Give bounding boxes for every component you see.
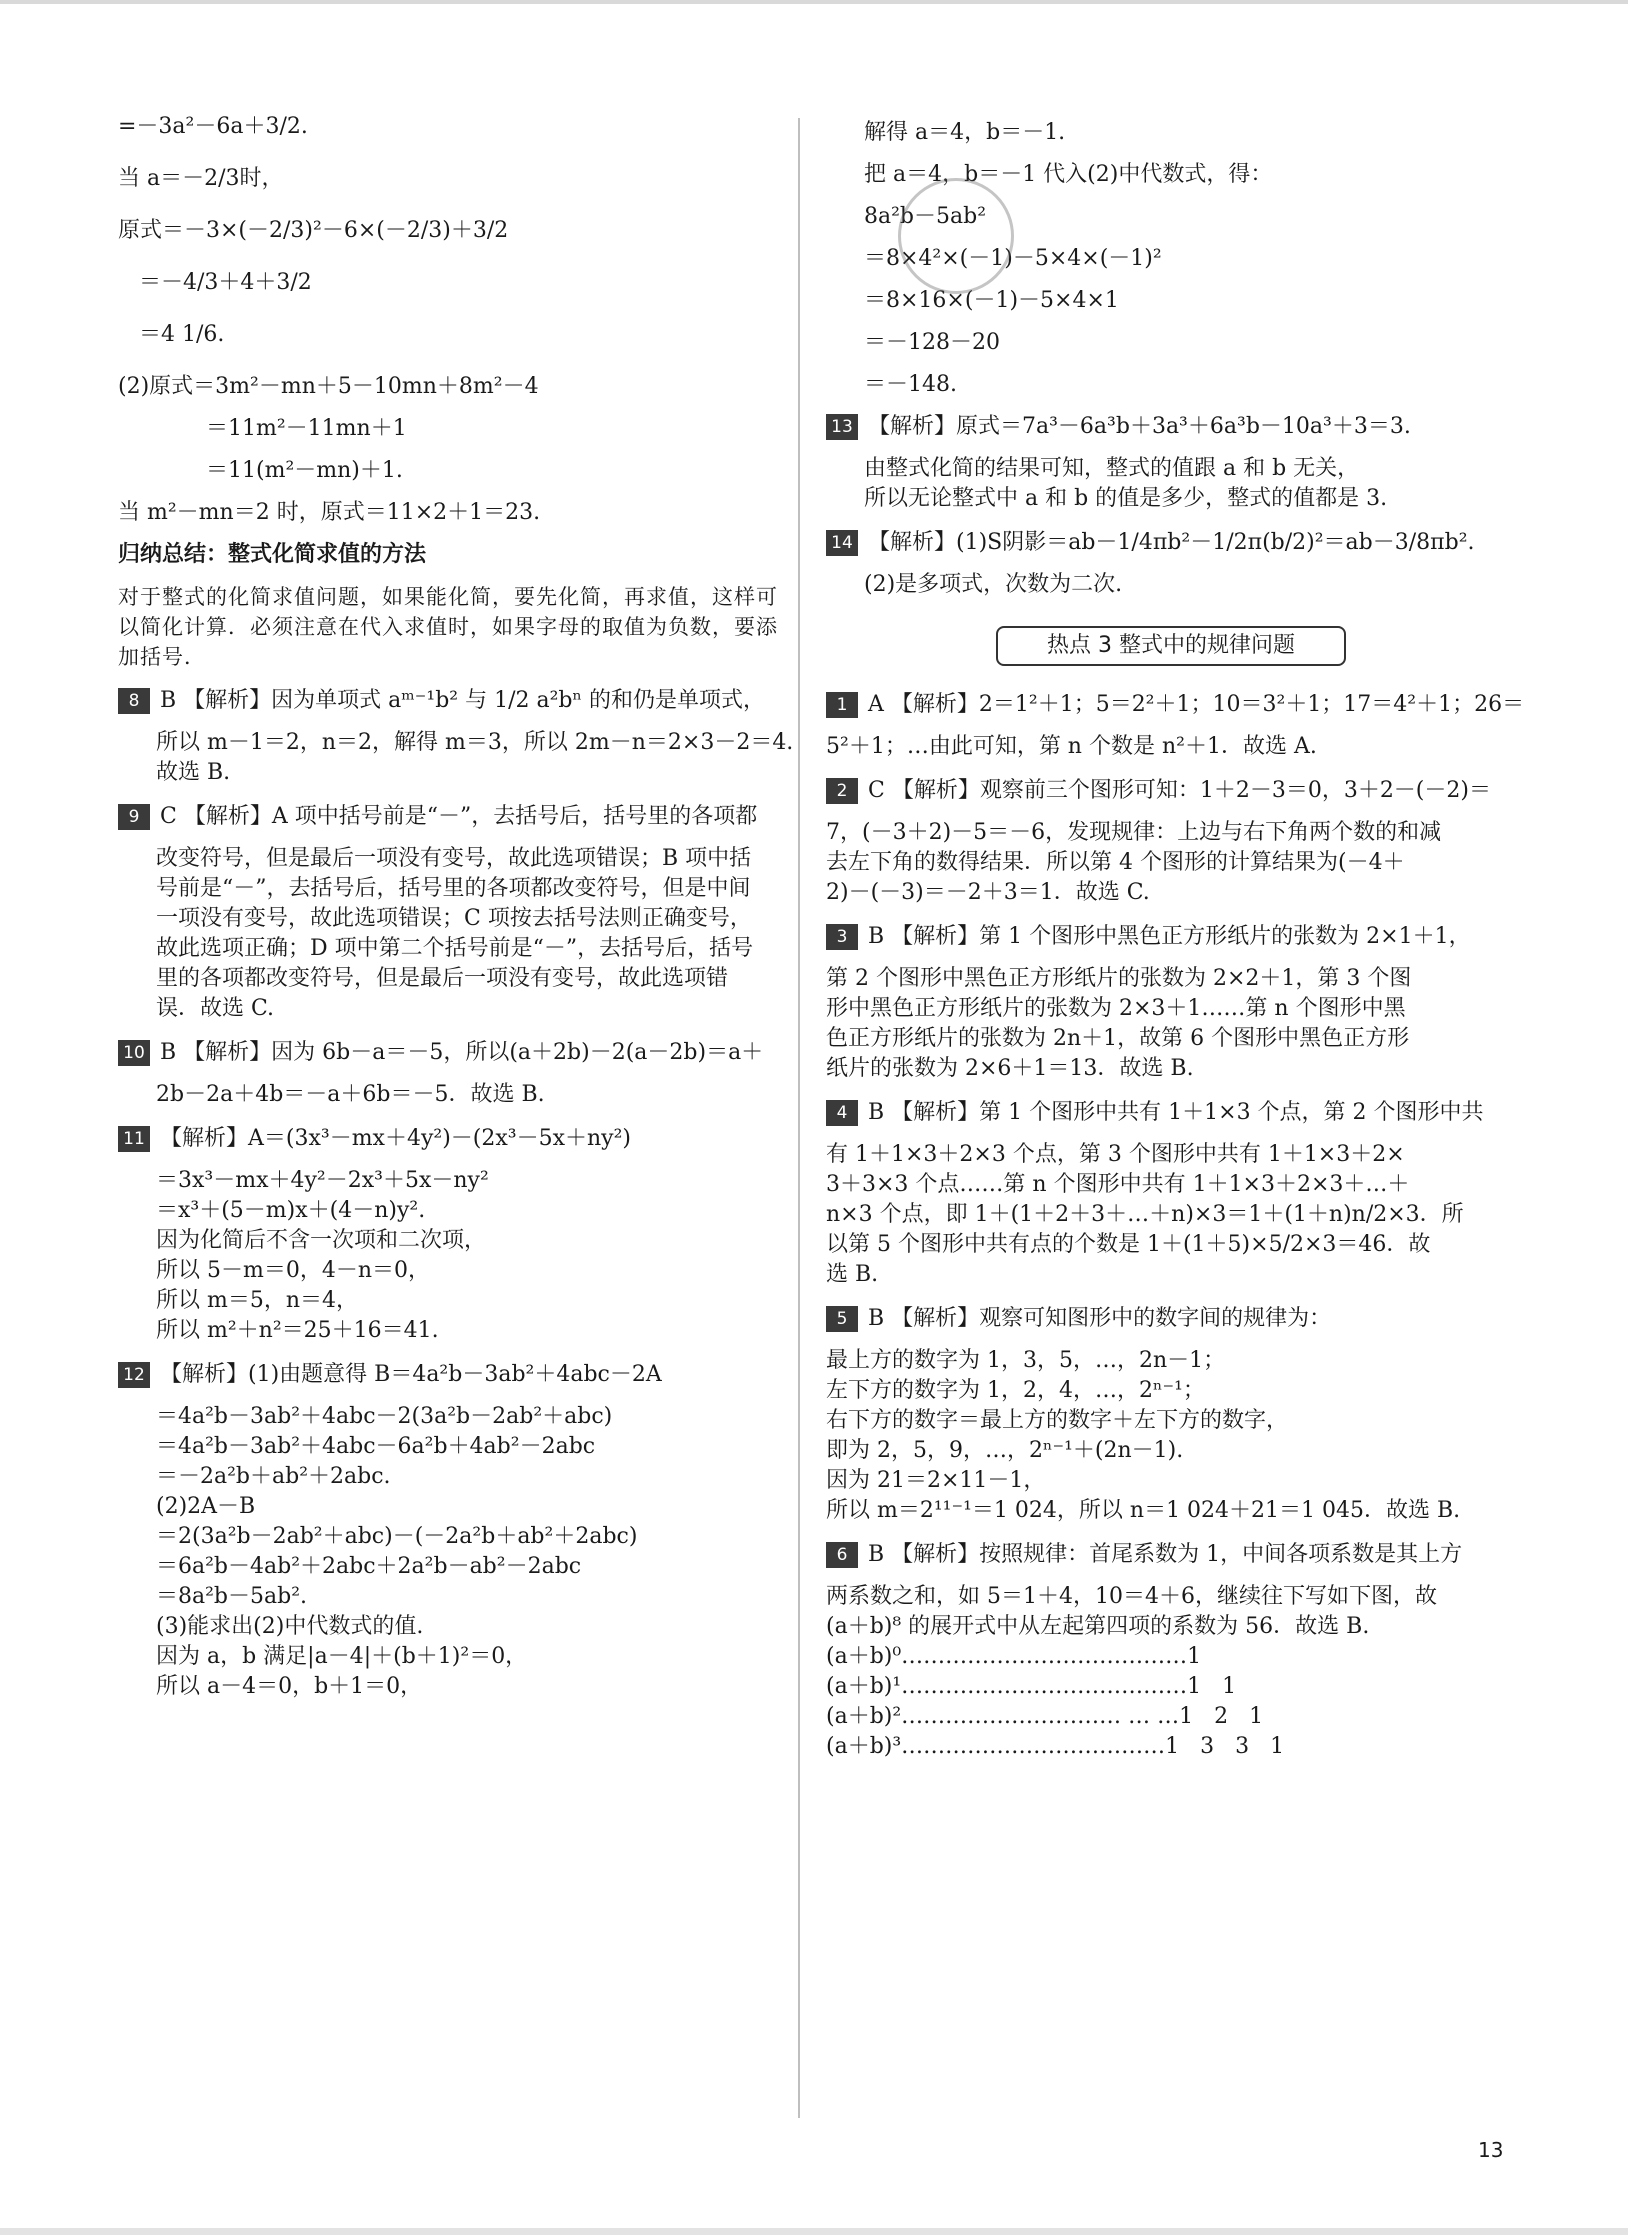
math-line: ＝11(m²－mn)＋1. xyxy=(206,458,403,483)
answer-body: 所以 m－1＝2，n＝2，解得 m＝3，所以 2m－n＝2×3－2＝4. 故选 B. xyxy=(156,730,794,785)
answer-head: C 【解析】观察前三个图形可知：1＋2－3＝0，3＋2－(－2)＝ xyxy=(868,778,1491,803)
answer-body: 最上方的数字为 1，3，5，…，2n－1； 左下方的数字为 1，2，4，…，2ⁿ⁻¹； 右下方的数字＝最上方的数字＋左下方的数字， 即为 2，5，9，…，2ⁿ⁻¹＋(2n－1). 因为 21＝2×11－1， 所以 m＝2¹¹⁻¹＝1 024，所以 n＝1 024＋21＝1 045．故选 B. xyxy=(826,1348,1461,1523)
answer-head: A 【解析】2＝1²＋1；5＝2²＋1；10＝3²＋1；17＝4²＋1；26＝ xyxy=(868,692,1525,717)
answer-item xyxy=(118,1124,790,1346)
math-line: 解得 a＝4，b＝－1. xyxy=(864,120,1066,145)
question-number: 8 xyxy=(118,688,150,714)
math-line: 原式＝－3×(－2/3)²－6×(－2/3)＋3/2 xyxy=(118,218,509,243)
math-line: ＝4 1/6. xyxy=(118,322,225,347)
answer-item xyxy=(826,1540,1516,1762)
stamp-seal xyxy=(898,178,1014,294)
right-column xyxy=(826,118,1525,1776)
answer-item xyxy=(826,412,1516,514)
answer-head: C 【解析】A 项中括号前是“－”，去括号后，括号里的各项都 xyxy=(160,804,758,829)
math-line: 把 a＝4，b＝－1 代入(2)中代数式，得： xyxy=(864,162,1273,187)
question-number: 3 xyxy=(826,924,858,950)
math-line: =－3a²－6a＋3/2. xyxy=(118,114,308,139)
answer-item xyxy=(826,776,1516,908)
answer-head: B 【解析】因为 6b－a＝－5，所以(a＋2b)－2(a－2b)＝a＋ xyxy=(160,1040,764,1065)
math-line: ＝8×4²×(－1)－5×4×(－1)² xyxy=(864,246,1162,271)
answer-body: 有 1＋1×3＋2×3 个点，第 3 个图形中共有 1＋1×3＋2× 3＋3×3 个点……第 n 个图形中共有 1＋1×3＋2×3＋…＋ n×3 个点，即 1＋(1＋2＋3＋…＋n)×3＝1＋(1＋n)n/2×3．所 以第 5 个图形中共有点的个数是 1＋(1＋5)×5/2×3＝46．故 选 B. xyxy=(826,1142,1464,1287)
answer-body: 7，(－3＋2)－5＝－6，发现规律：上边与右下角两个数的和减 去左下角的数得结果．所以第 4 个图形的计算结果为(－4＋ 2)－(－3)＝－2＋3＝1．故选 C. xyxy=(826,820,1442,905)
page-number: 13 xyxy=(1478,2138,1504,2162)
answer-item xyxy=(826,528,1516,600)
math-line: ＝11m²－11mn＋1 xyxy=(206,416,407,441)
question-number: 14 xyxy=(826,530,858,556)
answer-item xyxy=(826,1304,1516,1526)
question-number: 9 xyxy=(118,804,150,830)
answer-item xyxy=(826,922,1516,1084)
left-column xyxy=(118,112,794,1716)
answer-body: (2)是多项式，次数为二次. xyxy=(864,572,1123,597)
answer-body: 两系数之和，如 5＝1＋4，10＝4＋6，继续往下写如下图，故 (a＋b)⁸ 的展开式中从左起第四项的系数为 56．故选 B. (a＋b)⁰…………………………………1 (a＋b)¹…………………………………1 1 (a＋b)²………………………… … …1 2 1 (a＋b)³………………………………1 3 3 1 xyxy=(826,1584,1437,1759)
summary-title: 归纳总结：整式化简求值的方法 xyxy=(118,542,427,567)
math-line: ＝－148. xyxy=(864,372,957,397)
summary-text: 对于整式的化简求值问题，如果能化简，要先化简，再求值，这样可以简化计算．必须注意在代入求值时，如果字母的取值为负数，要添加括号． xyxy=(118,585,778,669)
answer-head: B 【解析】观察可知图形中的数字间的规律为： xyxy=(868,1306,1332,1331)
math-line: 当 m²－mn＝2 时，原式＝11×2＋1＝23. xyxy=(118,500,541,525)
answer-item xyxy=(118,686,794,788)
math-line: (2)原式＝3m²－mn＋5－10mn＋8m²－4 xyxy=(118,374,539,399)
math-line: 8a²b－5ab² xyxy=(864,204,987,229)
answer-head: B 【解析】因为单项式 aᵐ⁻¹b² 与 1/2 a²bⁿ 的和仍是单项式， xyxy=(160,688,766,713)
answer-head: 【解析】(1)由题意得 B＝4a²b－3ab²＋4abc－2A xyxy=(160,1362,662,1387)
math-line: 当 a＝－2/3时， xyxy=(118,166,284,191)
section-title: 热点 3 整式中的规律问题 xyxy=(996,626,1346,666)
answer-head: B 【解析】第 1 个图形中黑色正方形纸片的张数为 2×1＋1， xyxy=(868,924,1471,949)
answer-item xyxy=(118,1360,790,1702)
answer-body: 由整式化简的结果可知，整式的值跟 a 和 b 无关， 所以无论整式中 a 和 b 的值是多少，整式的值都是 3. xyxy=(864,456,1388,511)
question-number: 10 xyxy=(118,1040,150,1066)
top-edge xyxy=(0,0,1628,4)
question-number: 12 xyxy=(118,1362,150,1388)
answer-body: 第 2 个图形中黑色正方形纸片的张数为 2×2＋1，第 3 个图 形中黑色正方形纸片的张数为 2×3＋1……第 n 个图形中黑 色正方形纸片的张数为 2n＋1，故第 6 个图形中黑色正方形 纸片的张数为 2×6＋1＝13．故选 B. xyxy=(826,966,1412,1081)
answer-body: ＝4a²b－3ab²＋4abc－2(3a²b－2ab²＋abc) ＝4a²b－3ab²＋4abc－6a²b＋4ab²－2abc ＝－2a²b＋ab²＋2abc. (2)2A－B ＝2(3a²b－2ab²＋abc)－(－2a²b＋ab²＋2abc) ＝6a²b－4ab²＋2abc＋2a²b－ab²－2abc ＝8a²b－5ab². (3)能求出(2)中代数式的值. 因为 a，b 满足|a－4|＋(b＋1)²＝0， 所以 a－4＝0，b＋1＝0， xyxy=(156,1404,638,1699)
answer-body: 改变符号，但是最后一项没有变号，故此选项错误；B 项中括 号前是“－”，去括号后，括号里的各项都改变符号，但是中间 一项没有变号，故此选项错误；C 项按去括号法则正确变号， 故此选项正确；D 项中第二个括号前是“－”，去括号后，括号 里的各项都改变符号，但是最后一项没有变号，故此选项错 误．故选 C. xyxy=(156,846,754,1021)
answer-body: 2b－2a＋4b＝－a＋6b＝－5．故选 B. xyxy=(156,1082,545,1107)
question-number: 6 xyxy=(826,1542,858,1568)
answer-head: 【解析】A＝(3x³－mx＋4y²)－(2x³－5x＋ny²) xyxy=(160,1126,632,1151)
answer-head: 【解析】原式＝7a³－6a³b＋3a³＋6a³b－10a³＋3＝3. xyxy=(868,414,1411,439)
answer-body: 5²＋1；…由此可知，第 n 个数是 n²＋1．故选 A. xyxy=(826,734,1317,759)
math-line: ＝－128－20 xyxy=(864,330,1000,355)
question-number: 5 xyxy=(826,1306,858,1332)
answer-item xyxy=(826,1098,1516,1290)
question-number: 11 xyxy=(118,1126,150,1152)
bottom-edge xyxy=(0,2228,1628,2235)
answer-body: ＝3x³－mx＋4y²－2x³＋5x－ny² ＝x³＋(5－m)x＋(4－n)y². 因为化简后不含一次项和二次项， 所以 5－m＝0，4－n＝0， 所以 m＝5，n＝4， 所以 m²＋n²＝25＋16＝41. xyxy=(156,1168,489,1343)
answer-item xyxy=(118,1038,790,1110)
question-number: 1 xyxy=(826,692,858,718)
column-divider xyxy=(798,118,800,2118)
question-number: 13 xyxy=(826,414,858,440)
answer-head: B 【解析】第 1 个图形中共有 1＋1×3 个点，第 2 个图形中共 xyxy=(868,1100,1484,1125)
answer-head: 【解析】(1)S阴影＝ab－1/4πb²－1/2π(b/2)²＝ab－3/8πb². xyxy=(868,530,1475,555)
math-line: ＝8×16×(－1)－5×4×1 xyxy=(864,288,1119,313)
answer-item xyxy=(118,802,790,1024)
answer-head: B 【解析】按照规律：首尾系数为 1，中间各项系数是其上方 xyxy=(868,1542,1463,1567)
answer-item xyxy=(826,690,1525,762)
question-number: 2 xyxy=(826,778,858,804)
math-line: ＝－4/3＋4＋3/2 xyxy=(118,270,312,295)
question-number: 4 xyxy=(826,1100,858,1126)
